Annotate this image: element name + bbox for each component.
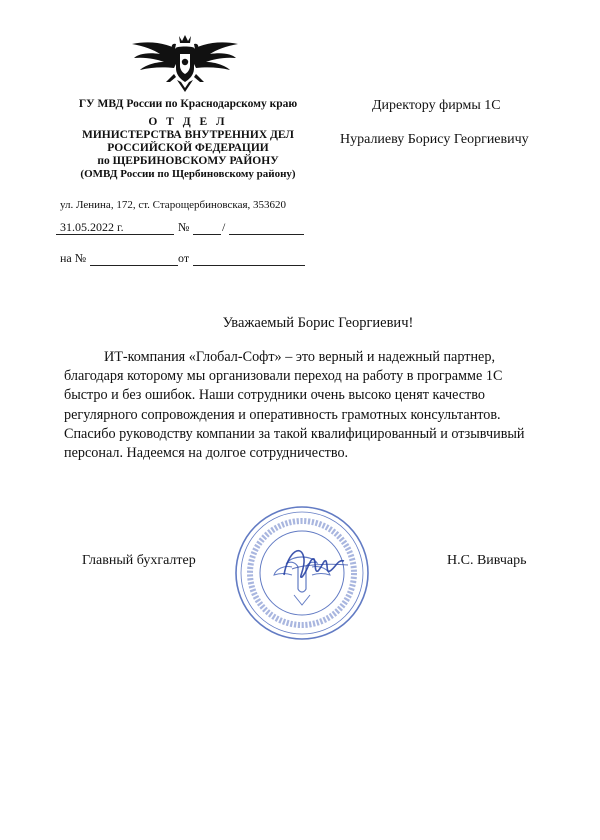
date-number-row (48, 220, 308, 236)
date-underline (56, 234, 174, 235)
reply-number-label: на № (60, 251, 87, 265)
signatory-name: Н.С. Вивчарь (447, 553, 527, 568)
number-label: № (178, 220, 190, 234)
letter-body (64, 348, 554, 463)
number-slash: / (222, 220, 226, 234)
body-line: быстро и без ошибок. Наши сотрудники очень высоко ценят качество (64, 387, 485, 404)
sender-address: ул. Ленина, 172, ст. Старощербиновская, 353620 (60, 199, 287, 211)
reply-number-underline (90, 265, 178, 266)
ministry-line-1: МИНИСТЕРСТВА ВНУТРЕННИХ ДЕЛ (81, 129, 295, 141)
department-word: О Т Д Е Л (148, 116, 228, 128)
parent-organization: ГУ МВД России по Краснодарскому краю (78, 98, 298, 110)
addressee-name: Нуралиеву Борису Георгиевичу (340, 132, 529, 147)
body-line: благодаря которому мы организовали переход на работу в программе 1С (64, 368, 503, 385)
letter-date: 31.05.2022 г. (60, 220, 124, 234)
ministry-line-2: РОССИЙСКОЙ ФЕДЕРАЦИИ (107, 142, 269, 154)
body-line: ИТ-компания «Глобал-Софт» – это верный и надежный партнер, (104, 349, 495, 365)
body-line: Спасибо руководству компании за такой квалифицированный и отзывчивый (64, 425, 525, 442)
number-underline-1 (193, 234, 221, 235)
mvd-eagle-emblem (130, 34, 240, 96)
salutation (0, 315, 600, 332)
reply-reference-row (48, 251, 308, 267)
body-line: персонал. Надеемся на долгое сотрудничество. (64, 445, 349, 462)
number-underline-2 (229, 234, 304, 235)
official-stamp (232, 503, 372, 643)
reply-from-label: от (178, 251, 190, 265)
body-line: регулярного сопровождения и оперативность грамотных консультантов. (64, 406, 501, 423)
reply-date-underline (193, 265, 305, 266)
ministry-short-name: (ОМВД России по Щербиновскому району) (80, 168, 296, 180)
addressee-position: Директору фирмы 1С (372, 98, 501, 113)
salutation-text: Уважаемый Борис Георгиевич! (222, 315, 414, 331)
signatory-role: Главный бухгалтер (82, 553, 196, 568)
ministry-line-3: по ЩЕРБИНОВСКОМУ РАЙОНУ (97, 155, 279, 167)
